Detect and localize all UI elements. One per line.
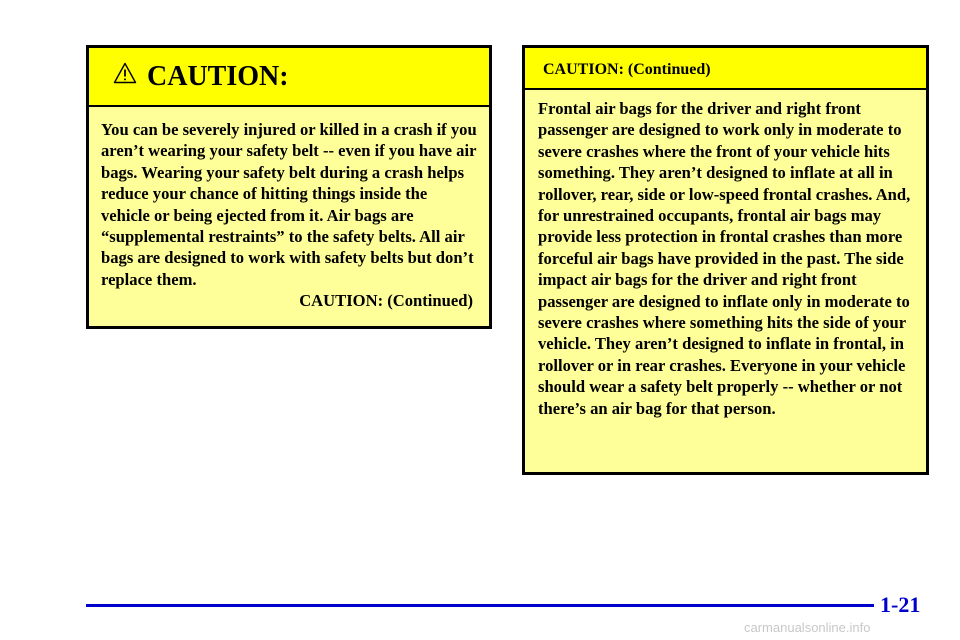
watermark: carmanualsonline.info xyxy=(744,620,871,635)
caution-header-continued xyxy=(525,48,926,90)
caution-text: You can be severely injured or killed in a crash if you aren’t wearing your safety belt -- even if you have air bags. Wearing your safety belt during a crash helps reduce your chance of hitting things inside the vehicle or being ejected from it. Air bags are “supplemental restraints” to the safety belts. All air bags are designed to work with safety belts but don’t replace them. xyxy=(101,120,477,289)
caution-body-continued xyxy=(525,90,926,419)
footer-rule xyxy=(86,604,874,607)
caution-box-right xyxy=(522,45,929,475)
caution-body xyxy=(89,107,489,312)
caution-title-continued: CAUTION: (Continued) xyxy=(543,61,711,78)
caution-box-left xyxy=(86,45,492,329)
caution-header xyxy=(89,48,489,107)
warning-triangle-icon xyxy=(113,62,137,84)
continued-note: CAUTION: (Continued) xyxy=(299,291,473,311)
page-number: 1-21 xyxy=(880,592,921,617)
caution-title: CAUTION: xyxy=(147,61,289,92)
caution-text-continued: Frontal air bags for the driver and right front passenger are designed to work only in moderate to severe crashes where the front of your vehicle hits something. They aren’t designed to inflate at all in rollover, rear, side or low-speed frontal crashes. And, for unrestrained occupants, frontal air bags may provide less protection in frontal crashes than more forceful air bags have provided in the past. The side impact air bags for the driver and right front passenger are designed to inflate only in moderate to severe crashes where something hits the side of your vehicle. They aren’t designed to inflate in frontal, in rollover or in rear crashes. Everyone in your vehicle should wear a safety belt properly -- whether or not there’s an air bag for that person. xyxy=(538,99,911,418)
